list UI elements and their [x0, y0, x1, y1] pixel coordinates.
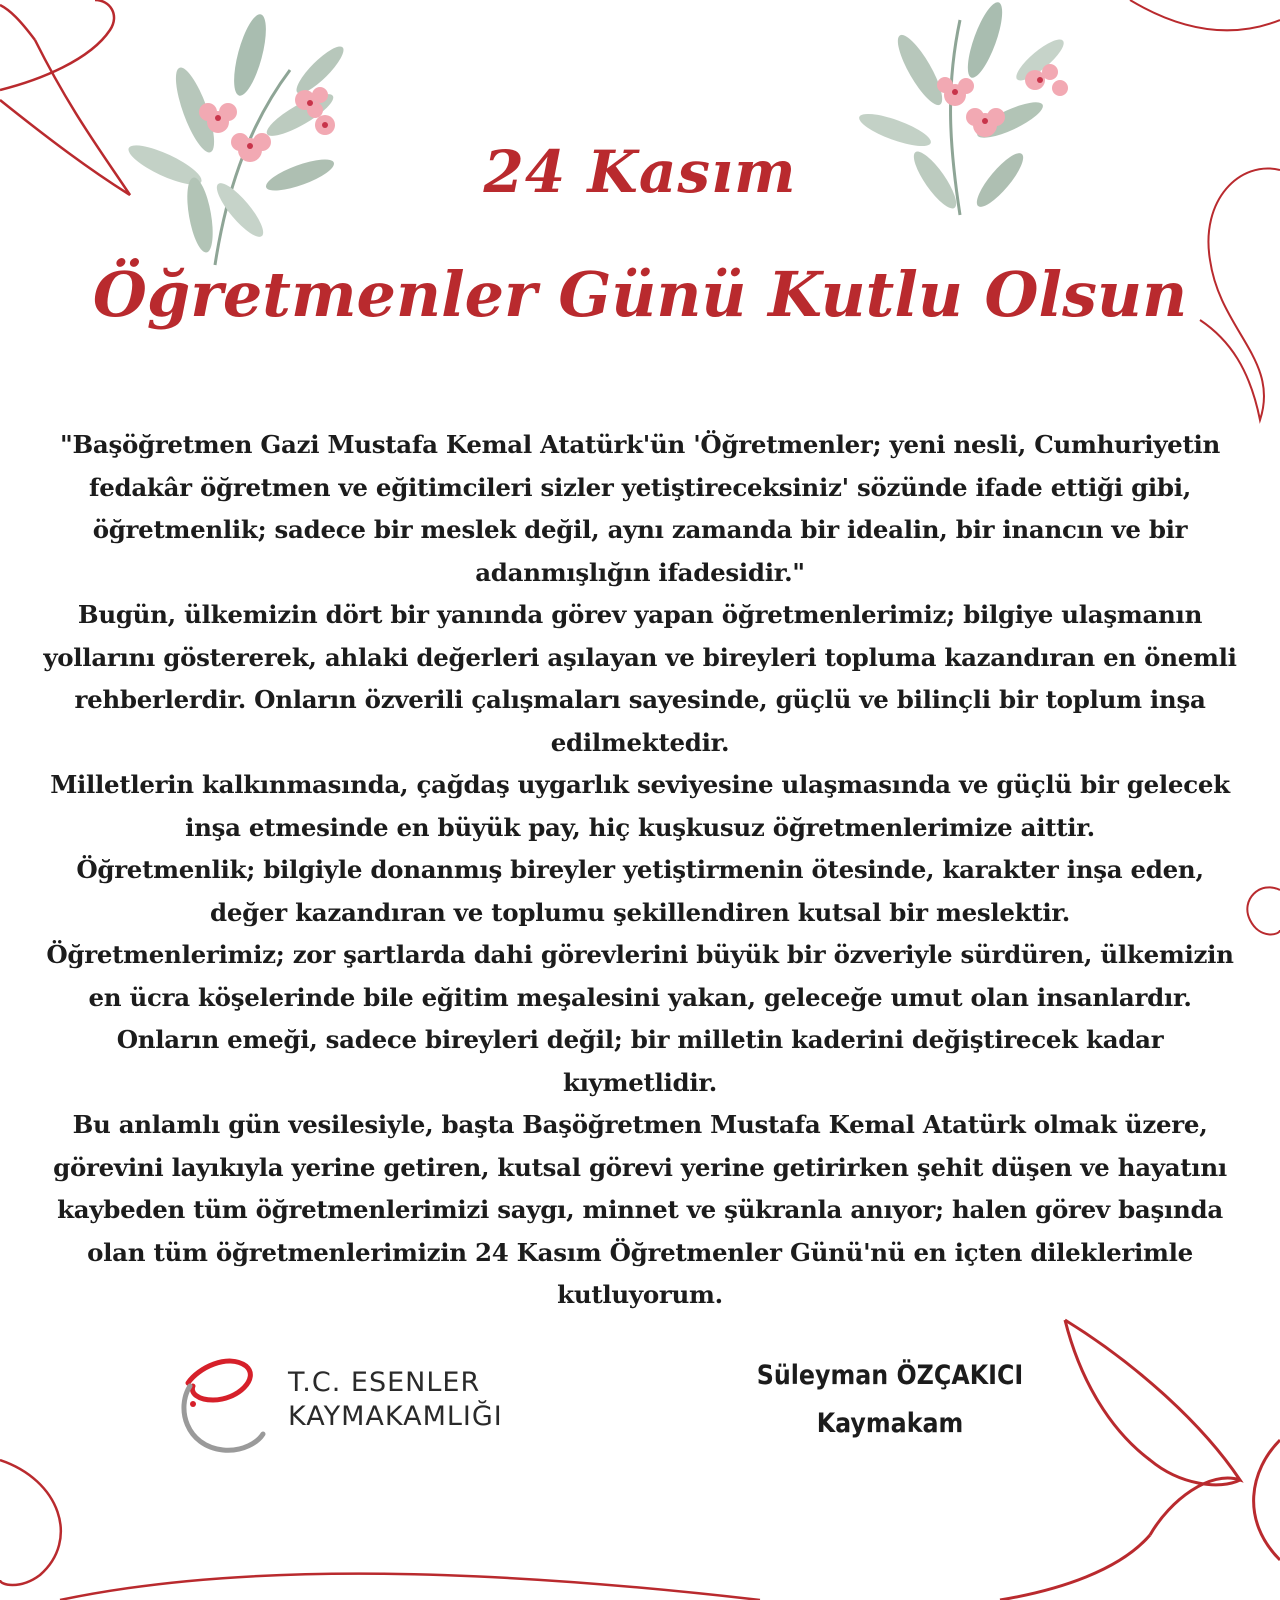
paragraph-5: Bu anlamlı gün vesilesiyle, başta Başöğretmen Mustafa Kemal Atatürk olmak üzere, görevini layıkıyla yerine getiren, kutsal görevi yerine getirirken şehit düşen ve hayatını kaybeden tüm öğretmenlerimizi saygı, minnet ve şükranla anıyor; halen görev başında olan tüm öğretmenlerimizin 24 Kasım Öğretmenler Günü'nü en içten dileklerimle kutluyorum.: [53, 1110, 1227, 1309]
quote-paragraph: "Başöğretmen Gazi Mustafa Kemal Atatürk'ün 'Öğretmenler; yeni nesli, Cumhuriyetin fedakâr öğretmen ve eğitimcileri sizler yetiştireceksiniz' sözünde ifade ettiği gibi, öğretmenlik; sadece bir meslek değil, aynı zamanda bir idealin, bir inancın ve bir adanmışlığın ifadesidir.": [60, 430, 1220, 587]
title-greeting: Öğretmenler Günü Kutlu Olsun: [92, 258, 1188, 331]
signer-name: Süleyman ÖZÇAKICI: [756, 1360, 1024, 1391]
logo-line-2: KAYMAKAMLIĞI: [288, 1401, 503, 1432]
signature-block: [723, 1352, 1057, 1448]
swirl-top-right: [1130, 0, 1280, 420]
paragraph-1: Bugün, ülkemizin dört bir yanında görev yapan öğretmenlerimiz; bilgiye ulaşmanın yollarını göstererek, ahlaki değerleri aşılayan ve bireyleri topluma kazandıran en önemli rehberlerdir. Onların özverili çalışmaları sayesinde, güçlü ve bilinçli bir toplum inşa edilmektedir.: [43, 600, 1237, 757]
logo-line-1: T.C. ESENLER: [288, 1367, 481, 1398]
paragraph-2: Milletlerin kalkınmasında, çağdaş uygarlık seviyesine ulaşmasında ve güçlü bir gelecek inşa etmesinde en büyük pay, hiç kuşkusuz öğretmenlerimize aittir.: [50, 770, 1230, 842]
logo-e-icon: [168, 1338, 268, 1458]
paragraph-4: Öğretmenlerimiz; zor şartlarda dahi görevlerini büyük bir özveriyle sürdüren, ülkemizin en ücra köşelerinde bile eğitim meşalesini yakan, geleceğe umut olan insanlardır. Onların emeği, sadece bireyleri değil; bir milletin kaderini değiştirecek kadar kıymetlidir.: [46, 940, 1234, 1097]
title-date: 24 Kasım: [483, 138, 797, 206]
institution-logo: [168, 1338, 528, 1458]
swirl-right: [1247, 887, 1280, 934]
logo-text: [288, 1366, 503, 1434]
signer-title: Kaymakam: [816, 1408, 964, 1439]
swirl-bottom-left: [0, 1460, 760, 1600]
paragraph-3: Öğretmenlik; bilgiyle donanmış bireyler yetiştirmenin ötesinde, karakter inşa eden, değer kazandıran ve toplumu şekillendiren kutsal bir meslektir.: [76, 855, 1204, 927]
message-body: [38, 424, 1242, 1317]
